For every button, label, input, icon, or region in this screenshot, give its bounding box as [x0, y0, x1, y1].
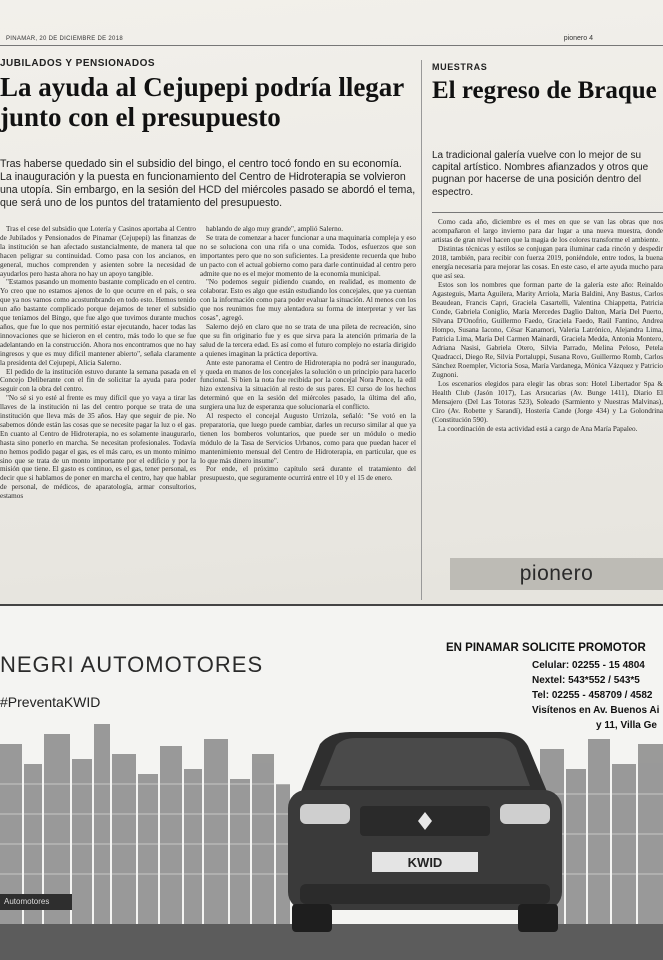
- ad-hashtag: #PreventaKWID: [0, 694, 101, 710]
- article-headline: La ayuda al Cejupepi podría llegar junto con el presupuesto: [0, 72, 404, 132]
- paragraph: Como cada año, diciembre es el mes en que se van las obras que nos acompañaron el largo invierno para dar lugar a una nueva muestra, donde artistas de gran nivel hacen que la magia de los colores transforme el ambiente.: [432, 218, 663, 244]
- paragraph: Tras el cese del subsidio que Lotería y Casinos aportaba al Centro de Jubilados y Pensionados de Pinamar (Cejupepi) las finanzas de la institución se han afectado sustancialmente, de manera tal que hacen peligrar su continuidad. Como pasa con los ancianos, en general, muchos comprenden y asienten sobre la necesidad de ayudarlos pero hasta ahora no hay un apoyo tangible.: [0, 225, 196, 278]
- page-folio: [0, 34, 663, 46]
- paragraph: Por ende, el próximo capítulo será durante el tratamiento del presupuesto, que seguramente ocurrirá entre el 10 y el 15 de enero.: [200, 465, 416, 483]
- divider: [432, 212, 663, 213]
- article-headline-right: El regreso de Braque: [432, 77, 657, 104]
- paragraph: "No sé si yo esté al frente es muy difícil que yo vaya a tirar las llaves de la institución ni las del centro porque se trata de una institución que lleva más de 35 años. Hay que seguir de pie. No sabemos dónde están las cosas que se necesite pagar la luz o el gas. En cuanto al Centro de Hidroterapia, no es solamente inaugurarlo, hasta sino ponerlo en marcha. Se necesitan profesionales. Todavía no hemos podido pagar el gas, es el más caro, es un monto mínimo sino que se trata de un monto importante por el edificio y por la misión que tiene. El gasto es continuo, es el gas, tener personal, es decir que si hablamos de poner en marcha el centro, hay que hablar de personal, de médicos, de aparatología, armar consultorios, estamos: [0, 394, 196, 501]
- article-column-1: [0, 225, 196, 501]
- paragraph: Ante este panorama el Centro de Hidroterapia no podrá ser inaugurado, y queda en manos de los concejales la solución o un principio para hacerlo funcional. Si bien la nota fue recibida por la concejal Nora Ponce, la edil hizo extensiva la situación al resto de sus pares. El curso de los hechos determinó que en la sesión del miércoles pasado, la última del año, surgiera una luz de esperanza que solucionaría el conflicto.: [200, 358, 416, 412]
- column-divider: [421, 60, 422, 600]
- paragraph: Se trata de comenzar a hacer funcionar a una maquinaria compleja y eso no se soluciona con una rifa o una comida. Todos, esfuerzos que son importantes pero que no son suficientes. La presidente recuerda que hubo un pacto con el actual gobierno como para darle continuidad al centro pero admite que no es el mejor momento de la economía municipal.: [200, 233, 416, 278]
- article-column-2: [200, 225, 416, 483]
- paragraph: Los escenarios elegidos para elegir las obras son: Hotel Libertador Spa & Health Club (Jasón 1017), Las Arsucarias (Av. Bunge 1411), Diario El Mensajero (Del Las Totoras 523), Soleado (Sarmiento y Nuestras Malvinas), Ciro (Av. Robette y Sarandí), Hostería Cande (Jorge 434) y La Golondrina (Constitución 590).: [432, 380, 663, 424]
- car-image: [288, 732, 562, 932]
- article-lead: Tras haberse quedado sin el subsidio del bingo, el centro tocó fondo en su economía. La inauguración y la puesta en funcionamiento del Centro de Hidroterapia se volvieron una utopía. Sin embargo, en la sesión del HCD del miércoles pasado se abordó el tema, que será uno de los puntos del tratamiento del presupuesto.: [0, 158, 416, 209]
- ad-contact-line: Celular: 02255 - 15 4804: [532, 660, 645, 671]
- paragraph: Al respecto el concejal Augusto Urrizola, señaló: "Se votó en la preparatoria, que luego puede cambiar, darles un recurso similar al que ya tienen los bomberos voluntarios, que puede ser un módulo o medio módulo de la Tasa de Servicios Urbanos, como para que puedan hacer el mantenimiento mensual del Centro de Hidroterapia, en particular, que es lo que más dinero insume".: [200, 412, 416, 465]
- paragraph: Salerno dejó en claro que no se trata de una pileta de recreación, sino que su fin originario fue y es que sirva para la atención primaria de la salud de la tercera edad. Es así como el futuro complejo no estaría dirigido a quienes imaginan la práctica deportiva.: [200, 322, 416, 358]
- ad-contact-block: [446, 642, 663, 733]
- article-body-right: [432, 218, 663, 540]
- ad-contact-line: y 11, Villa Ge: [596, 720, 657, 731]
- city-skyline-image: [0, 724, 663, 960]
- license-plate: KWID: [407, 855, 443, 870]
- paragraph: El pedido de la institución estuvo durante la semana pasada en el Concejo Deliberante con el fin de solicitar la ayuda para poder seguir con la obra del centro.: [0, 367, 196, 394]
- ad-brand-name: NEGRI AUTOMOTORES: [0, 652, 264, 677]
- paragraph: "Estamos pasando un momento bastante complicado en el centro. Yo creo que no estamos ajenos de lo que ocurre en el país, o sea que ya nos vamos como acostumbrando en todo esto. Hemos tenido un año bastante complicado porque dejamos de tener el subsidio que teníamos del Bingo, que fue algo que tuvimos durante muchos años, que fue lo que nos permitió estar ejecutando, hacer todas las innovaciones que se hicieron en el centro, más todo lo que se fue adelantando en la construcción. Ahora nos encontramos que no hay ingresos y que es muy difícil mantener abierto", señala claramente la presidenta del Cejupepi, Alicia Salerno.: [0, 278, 196, 367]
- article-lead-right: La tradicional galería vuelve con lo mejor de su capital artístico. Nombres afianzados y otros que pugnan por hacerse de una posición dentro del espectro.: [432, 150, 649, 198]
- paragraph: Distintas técnicas y estilos se conjugan para iluminar cada rincón y despedir 2018, también, para recibir con fuerza 2019, poniéndole, entre todos, la buena energía necesaria para mejorar las cosas. En este caso, el arte ayuda mucho para que así sea.: [432, 245, 663, 280]
- folio-page: pionero 4: [563, 35, 593, 42]
- folio-date: PINAMAR, 20 DE DICIEMBRE DE 2018: [6, 36, 123, 42]
- paragraph: hablando de algo muy grande", amplió Salerno.: [206, 225, 344, 233]
- ad-contact-line: Visítenos en Av. Buenos Ai: [532, 705, 660, 716]
- section-kicker-right: MUESTRAS: [432, 62, 488, 72]
- article-body: [0, 225, 416, 595]
- pionero-logo-box: pionero: [450, 558, 663, 590]
- car-advertisement: [0, 604, 663, 960]
- ad-contact-title: EN PINAMAR SOLICITE PROMOTOR: [446, 642, 646, 654]
- ad-tag-label: Automotores: [0, 894, 72, 910]
- ad-contact-line: Tel: 02255 - 458709 / 4582: [532, 690, 653, 701]
- section-kicker: JUBILADOS Y PENSIONADOS: [0, 58, 156, 69]
- paragraph: Estos son los nombres que forman parte de la galería este año: Reinaldo Agasteguis, Marta Aguilera, Marity Arriola, María Baldini, Any Bastus, Carlos Beaudean, Francis Capri, Graciela Casartelli, Valentina Chiappetta, Patricia Conde, Gabriela Coniglio, María Mercedes Daglio Dalton, María Del Puerto, Silvana D'Onofrio, Guillermo Faedo, Graciela Faedo, Raúl Fantino, Andrea Hompo, Susana Iacono, César Kanamori, Valeria Latrónico, Alejandra Lima, Patricia Lima, María Del Carmen Mainardi, Graciela Medda, Antonia Montero, Adriana Nasisi, Gabriela Otero, Silvia Parrado, Melina Peloso, Petela Quadracci, Diego Re, Silvia Portaluppi, Susana Rovo, Guillermo Romb, Carlos Sánchez Roempler, Victoria Sosa, María Vardanega, Mónica Vázquez y Patricio Zugnoni.: [432, 281, 663, 379]
- paragraph: "No podemos seguir pidiendo cuando, en realidad, es momento de colaborar. Esto es algo que están estudiando los concejales, que ya cuentan con la información como para poder evaluar la situación. Al menos con los que nos reunimos fue muy alentadora su forma de interpretar y ver las cosas", agregó.: [200, 278, 416, 323]
- ad-contact-line: Nextel: 543*552 / 543*5: [532, 675, 640, 686]
- paragraph: La coordinación de esta actividad está a cargo de Ana María Papaleo.: [438, 425, 638, 433]
